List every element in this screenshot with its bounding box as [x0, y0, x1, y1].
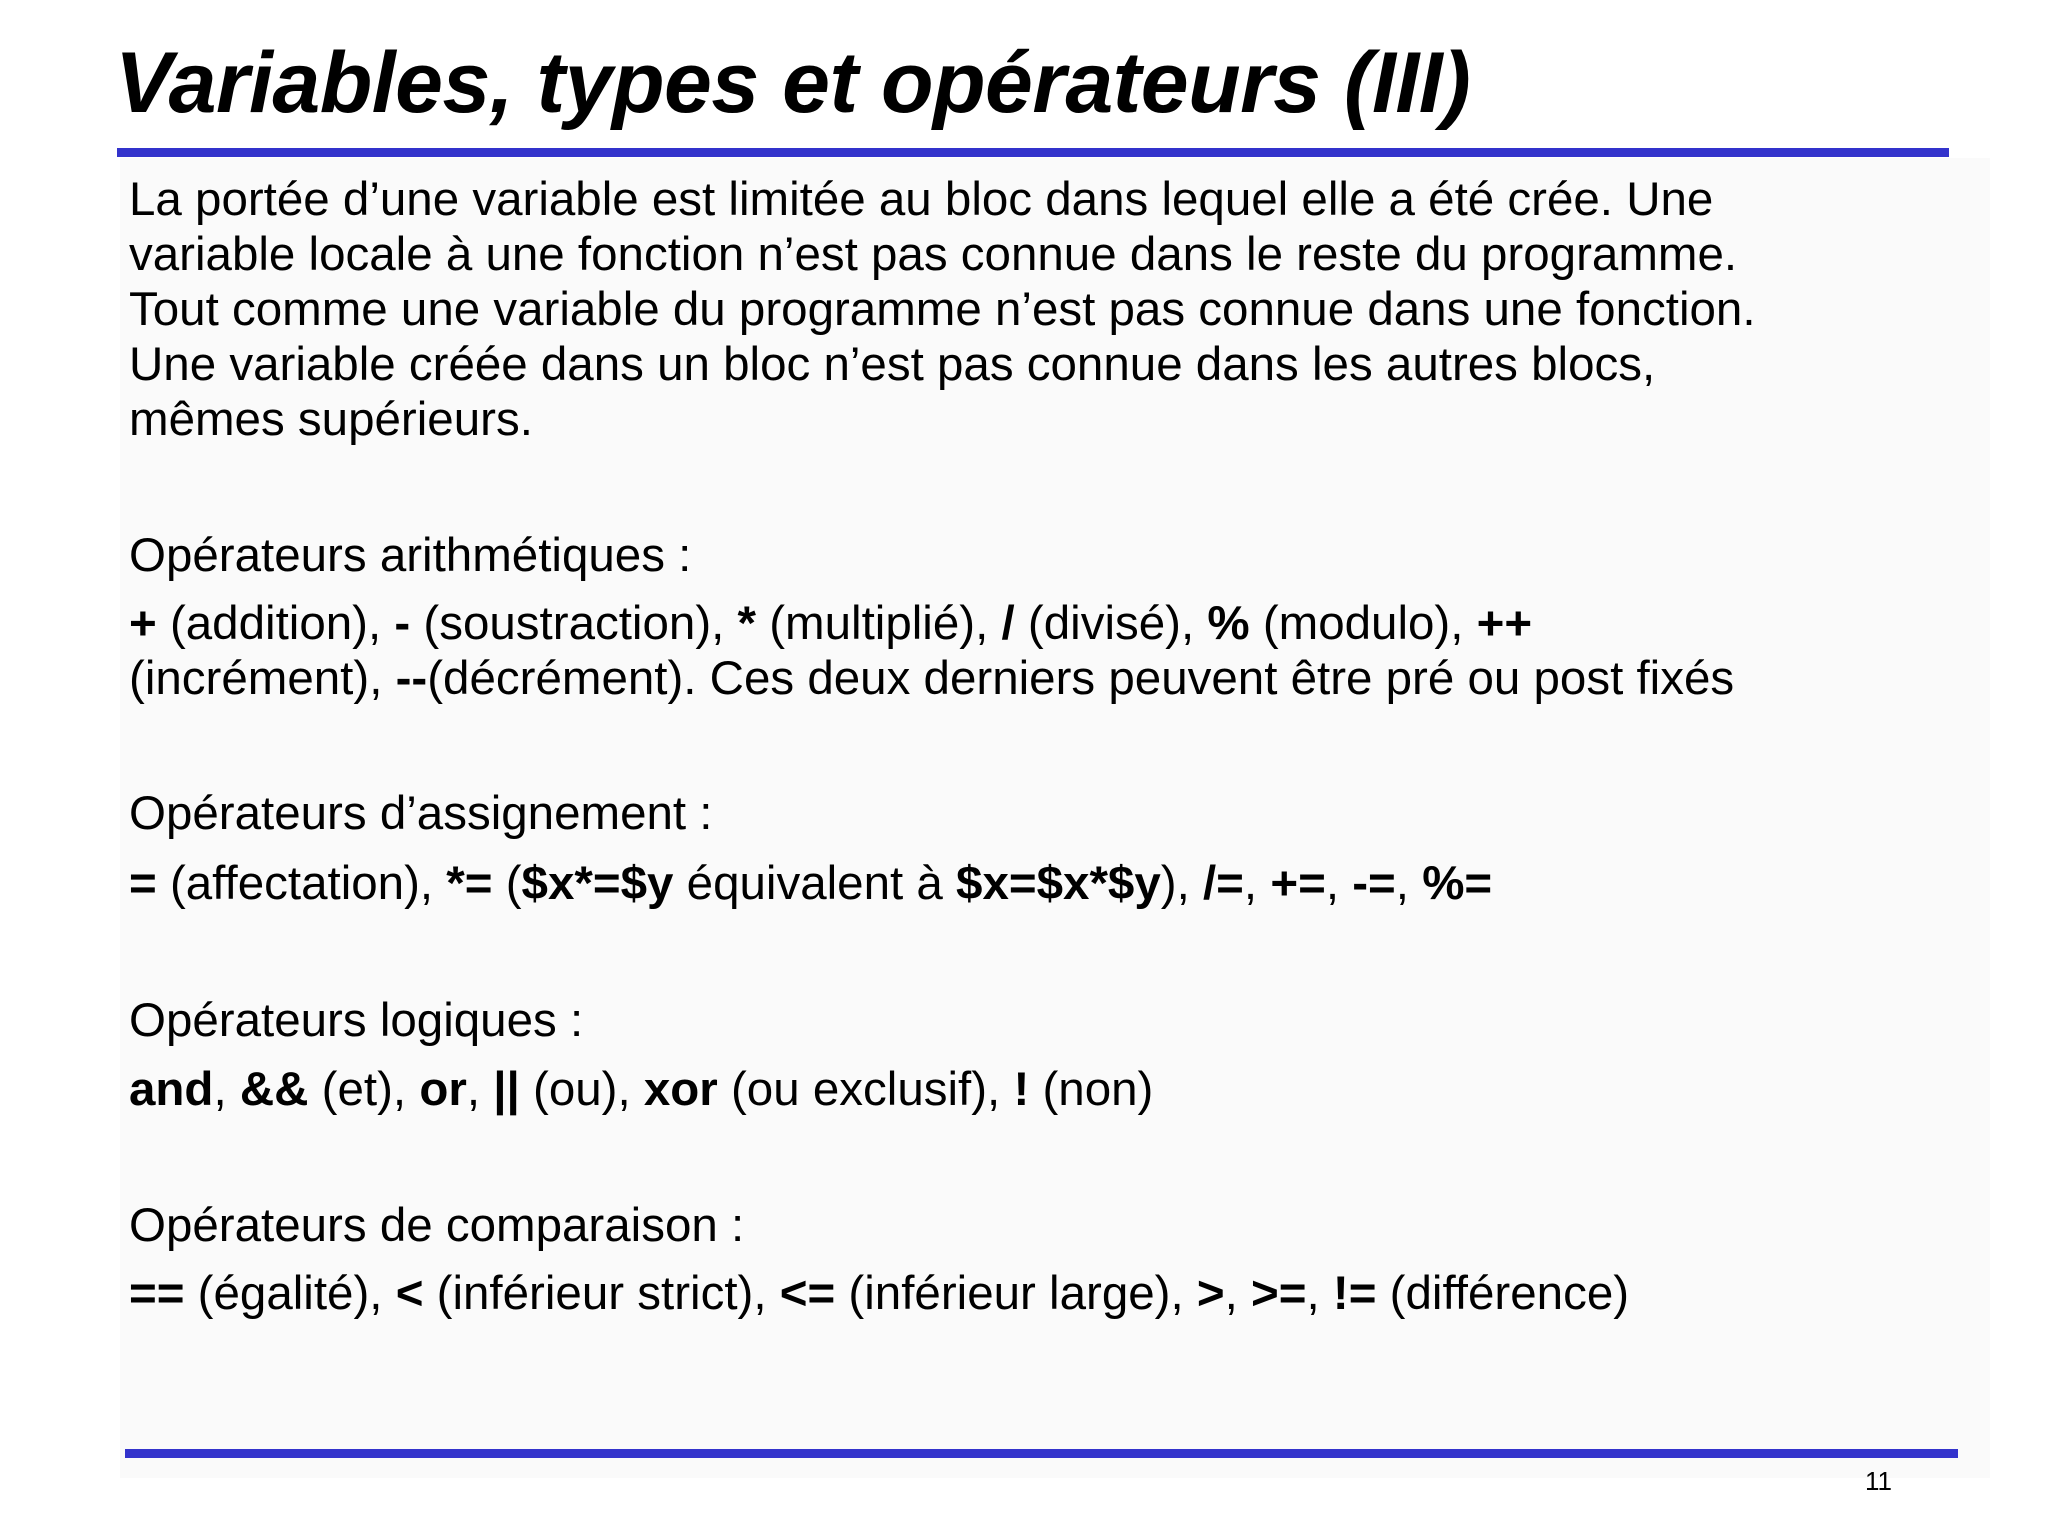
assignment-operators: [129, 856, 1492, 911]
operator-symbol: /: [1001, 597, 1015, 650]
operator-symbol: $x*=$y: [521, 857, 674, 910]
operator-description: ,: [1224, 1267, 1252, 1320]
logical-operators-line: [129, 1062, 1153, 1117]
operator-symbol: !=: [1332, 1267, 1377, 1320]
operator-symbol: xor: [643, 1063, 718, 1116]
title-underline-rule: [117, 148, 1949, 157]
operator-description: (inférieur strict),: [423, 1267, 780, 1320]
comparison-heading: Opérateurs de comparaison :: [129, 1199, 745, 1252]
operator-symbol: %: [1207, 597, 1250, 650]
operator-symbol: --: [395, 652, 428, 705]
assignment-heading: Opérateurs d’assignement :: [129, 787, 713, 840]
operator-symbol: /=: [1202, 857, 1244, 910]
operator-description: (et),: [308, 1063, 420, 1116]
comparison-operators-line: [129, 1266, 1629, 1321]
operator-description: (décrément). Ces deux derniers peuvent être pré ou post fixés: [427, 652, 1735, 705]
intro-line: variable locale à une fonction n’est pas connue dans le reste du programme.: [129, 228, 1738, 281]
intro-line: mêmes supérieurs.: [129, 393, 533, 446]
operator-symbol: *: [737, 597, 757, 650]
operator-description: (ou exclusif),: [717, 1063, 1014, 1116]
operator-symbol: >: [1196, 1267, 1225, 1320]
operator-symbol: +: [129, 597, 157, 650]
operator-symbol: $x=$x*$y: [956, 857, 1161, 910]
page-number: 11: [1865, 1466, 1892, 1496]
arithmetic-operators-line-2: [129, 651, 1734, 706]
operator-description: (: [492, 857, 522, 910]
logical-operators: [129, 1062, 1153, 1117]
operator-description: (égalité),: [184, 1267, 396, 1320]
arithmetic-heading: Opérateurs arithmétiques :: [129, 529, 692, 582]
comparison-operators: [129, 1266, 1629, 1321]
operator-description: (incrément),: [129, 652, 396, 705]
operator-description: (inférieur large),: [835, 1267, 1197, 1320]
assignment-operators-line: [129, 856, 1492, 911]
operator-description: (divisé),: [1014, 597, 1208, 650]
operator-description: (affectation),: [156, 857, 447, 910]
operator-description: (non): [1029, 1063, 1154, 1116]
operator-symbol: ||: [493, 1063, 520, 1116]
operator-description: (addition),: [156, 597, 395, 650]
operator-symbol: !: [1013, 1063, 1030, 1116]
logical-heading: Opérateurs logiques :: [129, 994, 584, 1047]
operator-symbol: -=: [1352, 857, 1396, 910]
operator-description: ,: [1395, 857, 1423, 910]
operator-description: (soustraction),: [410, 597, 738, 650]
arithmetic-operators-line-1: [129, 596, 1734, 651]
operator-description: (modulo),: [1249, 597, 1477, 650]
operator-description: (différence): [1376, 1267, 1630, 1320]
operator-description: ,: [1243, 857, 1271, 910]
operator-description: ,: [213, 1063, 240, 1116]
slide-title: Variables, types et opérateurs (III): [115, 35, 1471, 131]
intro-line: Tout comme une variable du programme n’est pas connue dans une fonction.: [129, 283, 1756, 336]
operator-description: (multiplié),: [756, 597, 1002, 650]
operator-description: (ou),: [519, 1063, 644, 1116]
operator-description: équivalent à: [673, 857, 957, 910]
operator-symbol: &&: [239, 1063, 309, 1116]
operator-symbol: or: [419, 1063, 467, 1116]
operator-symbol: =: [129, 857, 157, 910]
intro-paragraph: [129, 172, 1756, 447]
operator-symbol: -: [394, 597, 411, 650]
operator-description: ,: [466, 1063, 494, 1116]
operator-symbol: <: [395, 1267, 424, 1320]
operator-symbol: ++: [1476, 597, 1533, 650]
operator-description: ,: [1306, 1267, 1333, 1320]
operator-symbol: >=: [1251, 1267, 1307, 1320]
operator-description: ),: [1160, 857, 1203, 910]
arithmetic-operators: [129, 596, 1734, 706]
operator-symbol: <=: [779, 1267, 836, 1320]
operator-symbol: and: [129, 1063, 214, 1116]
footer-rule: [125, 1449, 1958, 1458]
operator-symbol: ==: [129, 1267, 185, 1320]
operator-symbol: %=: [1422, 857, 1493, 910]
intro-line: Une variable créée dans un bloc n’est pas connue dans les autres blocs,: [129, 338, 1656, 391]
operator-symbol: +=: [1270, 857, 1326, 910]
operator-symbol: *=: [446, 857, 493, 910]
operator-description: ,: [1325, 857, 1353, 910]
intro-line: La portée d’une variable est limitée au bloc dans lequel elle a été crée. Une: [129, 173, 1714, 226]
